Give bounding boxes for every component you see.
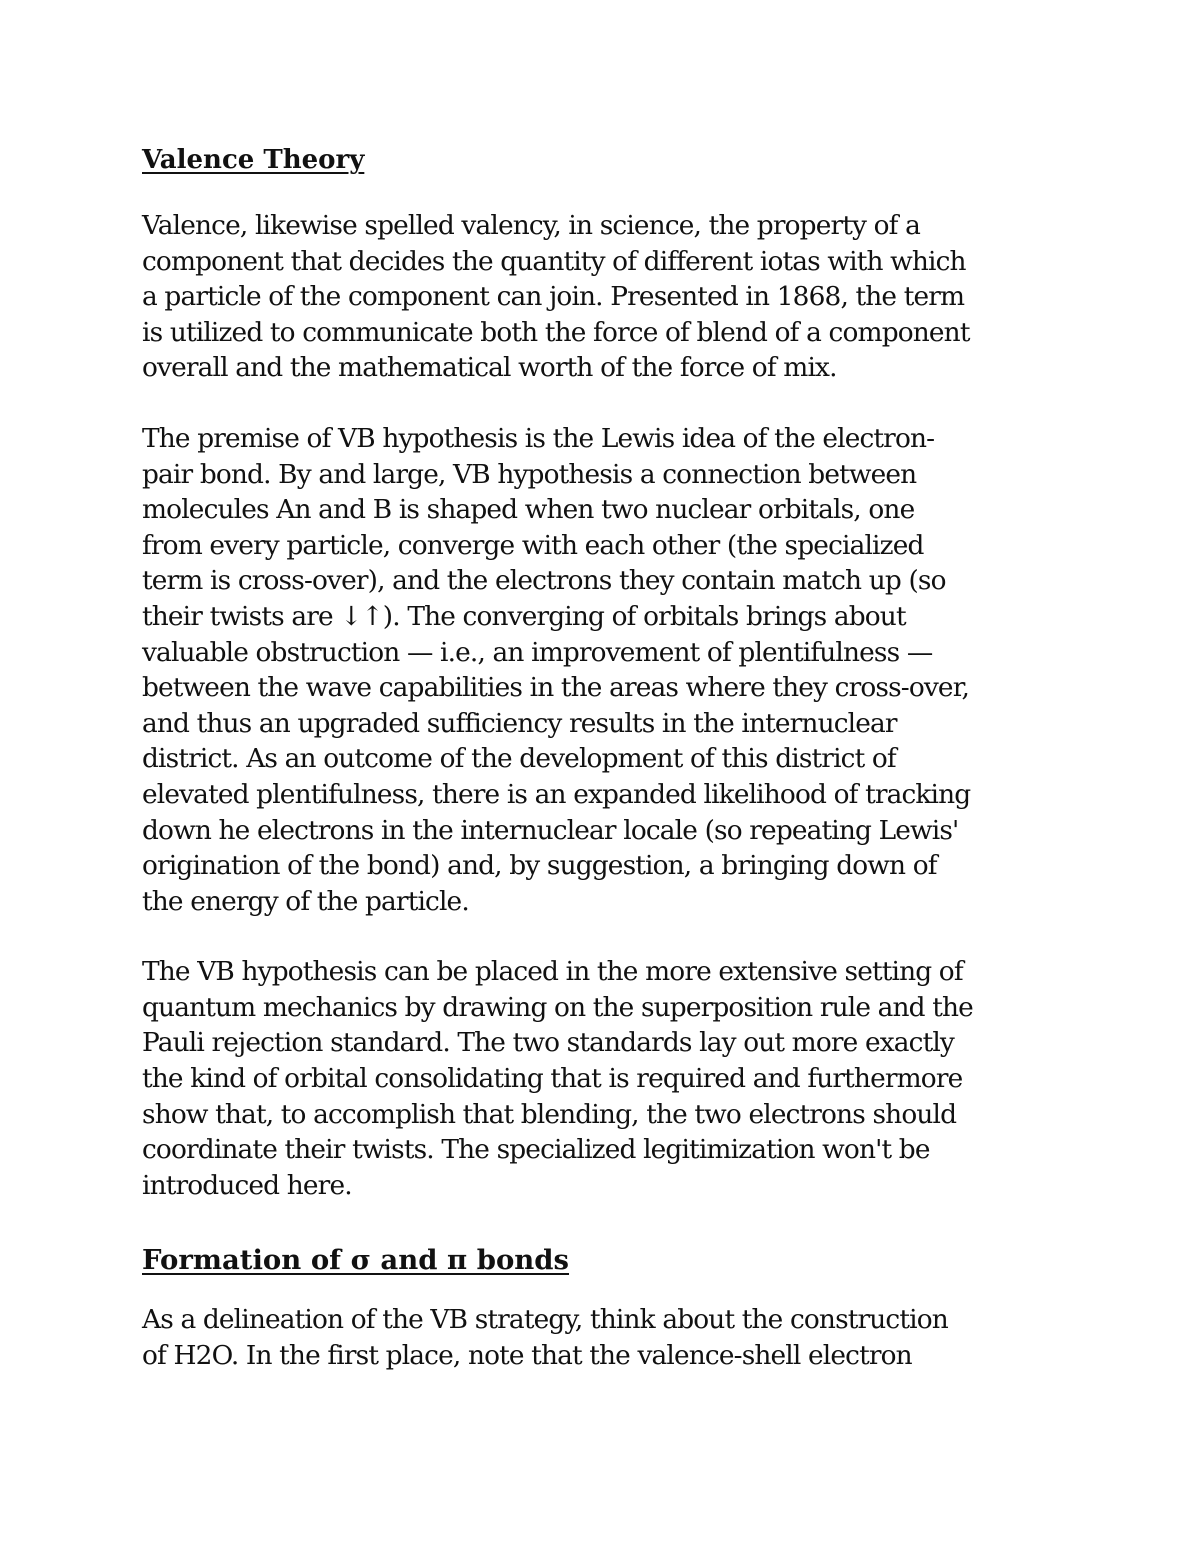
title-valence-theory: Valence Theory: [142, 145, 365, 175]
paragraph-valence-definition: Valence, likewise spelled valency, in science, the property of a component that decides the quantity of different iotas with which a particle of the component can join. Presented in 1868, the term is utilized to communicate both the force of blend of a component overall and the mathematical worth of the force of mix.: [142, 210, 970, 384]
paragraph-h2o-example: As a delineation of the VB strategy, think about the construction of H2O. In the first place, note that the valence-shell electron: [142, 1304, 948, 1372]
document-body: [142, 138, 1062, 1374]
paragraph-quantum-mechanics: The VB hypothesis can be placed in the more extensive setting of quantum mechanics by drawing on the superposition rule and the Pauli rejection standard. The two standards lay out more exactly the kind of orbital consolidating that is required and furthermore show that, to accomplish that blending, the two electrons should coordinate their twists. The specialized legitimization won't be introduced here.: [142, 956, 973, 1201]
heading-sigma-pi-bonds: Formation of σ and π bonds: [142, 1244, 570, 1277]
paragraph-vb-premise: The premise of VB hypothesis is the Lewis idea of the electron- pair bond. By and large, VB hypothesis a connection between molecules An and B is shaped when two nuclear orbitals, one from every particle, converge with each other (the specialized term is cross-over), and the electrons they contain match up (so their twists are ↓↑). The converging of orbitals brings about valuable obstruction — i.e., an improvement of plentifulness — between the wave capabilities in the areas where they cross-over, and thus an upgraded sufficiency results in the internuclear district. As an outcome of the development of this district of elevated plentifulness, there is an expanded likelihood of tracking down he electrons in the internuclear locale (so repeating Lewis' origination of the bond) and, by suggestion, a bringing down of the energy of the particle.: [142, 422, 971, 917]
